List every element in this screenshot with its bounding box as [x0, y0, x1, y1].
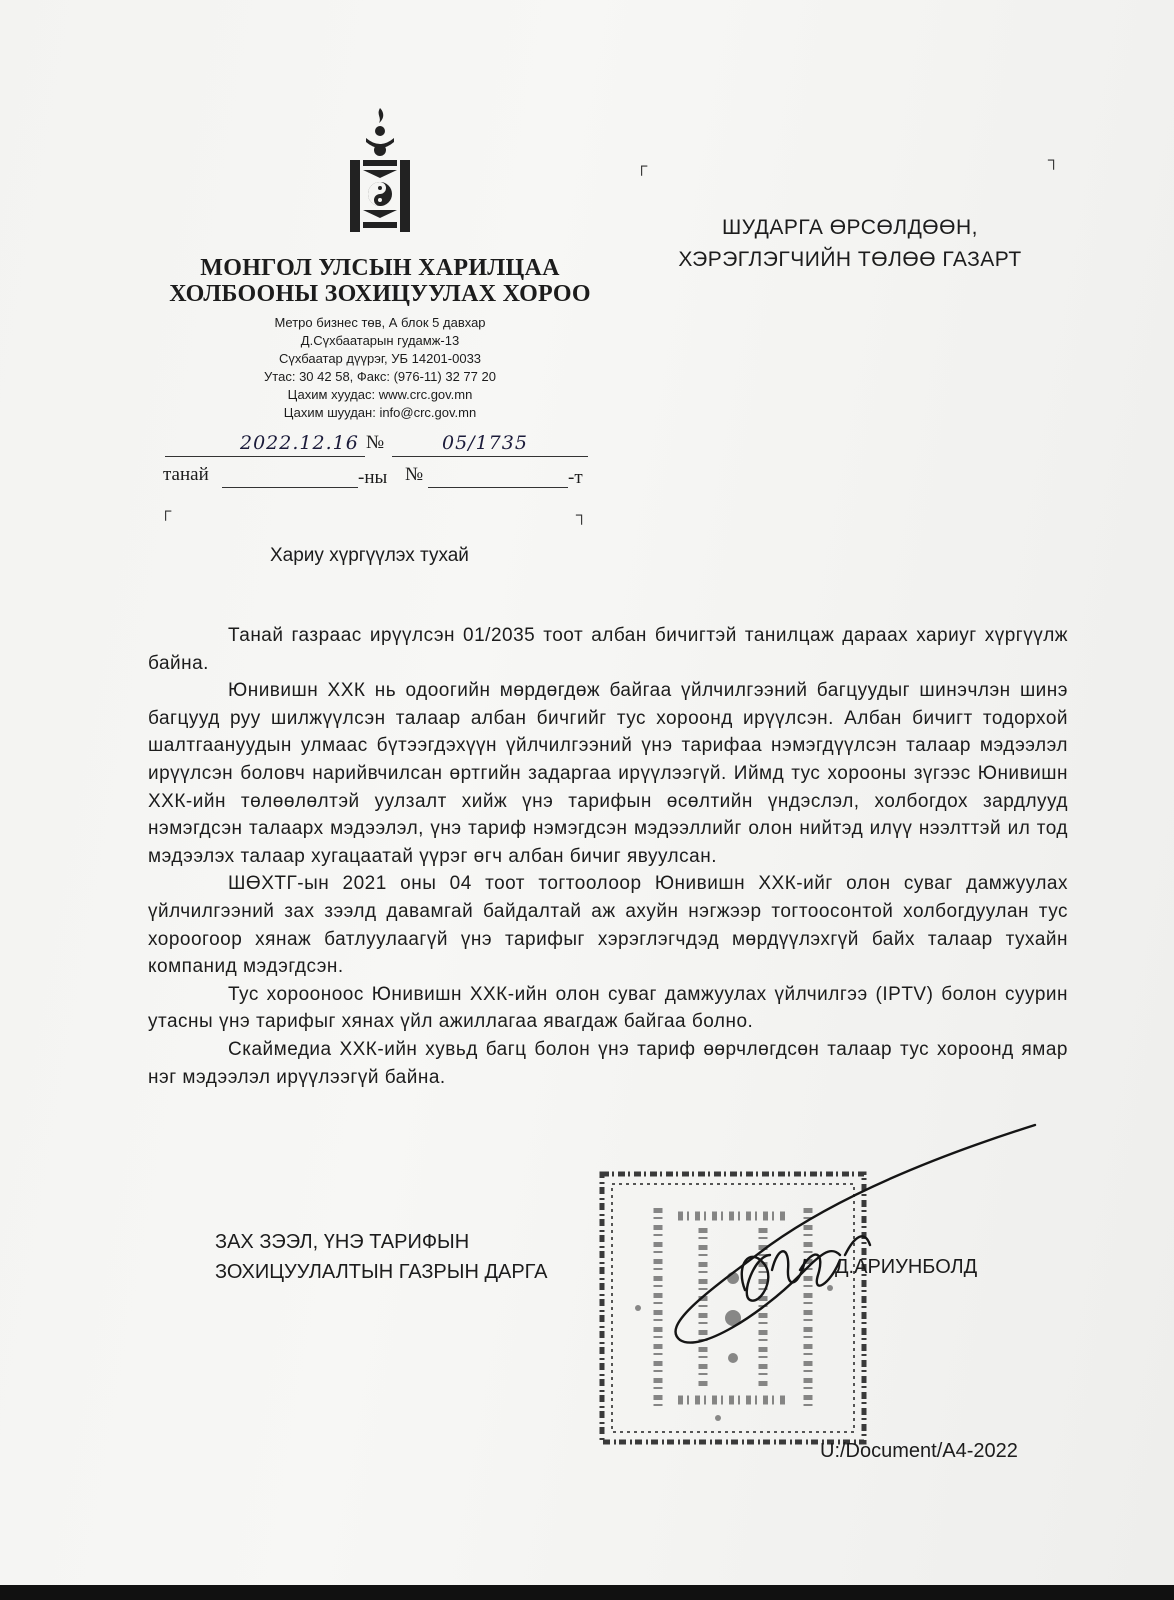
number-sign: № — [366, 432, 385, 453]
tanai-date-underline — [222, 487, 358, 488]
address-line: Цахим шуудан: info@crc.gov.mn — [283, 405, 477, 420]
body-paragraph: Тус хорооноос Юнивишн ХХК-ийн олон суваг дамжуулах үйлчилгээ (IPTV) болон суурин утасны үнэ тарифыг хянах үйл ажиллагаа явагдаж байгаа болно. — [148, 983, 1068, 1033]
number-underline — [392, 456, 588, 457]
handwritten-signature-icon — [640, 1095, 1040, 1355]
tanai-label: танай — [163, 464, 209, 485]
letter-body — [148, 622, 1068, 1091]
body-paragraph: Танай газраас ирүүлсэн 01/2035 тоот албан бичигтэй танилцаж дараах хариуг хүргүүлж байна. — [148, 625, 1068, 674]
address-line: Цахим хуудас: www.crc.gov.mn — [287, 387, 473, 402]
letter-number: 05/1735 — [442, 432, 528, 454]
signatory-title — [215, 1227, 548, 1287]
address-line: Метро бизнес төв, А блок 5 давхар — [274, 315, 486, 330]
page-bottom-edge — [0, 1585, 1174, 1600]
body-paragraph: Скаймедиа ХХК-ийн хувьд багц болон үнэ тариф өөрчлөгдсөн талаар тус хороонд ямар нэг мэдээлэл ирүүлээгүй байна. — [148, 1038, 1068, 1088]
corner-mark-icon: ┌ — [160, 503, 172, 520]
body-paragraph: Юнивишн ХХК нь одоогийн мөрдөгдөж байгаа үйлчилгээний багцуудыг шинэчлэн шинэ багцууд руу шилжүүлсэн талаар албан бичгийг тус хороонд ирүүлсэн. Албан бичигт тодорхой шалтгаануудын улмаас бүтээгдэхүүн үйлчилгээний үнэ тарифаа нэмэгдүүлсэн талаар мэдээлэл ирүүлсэн боловч нарийвчилсан өртгийн задаргаа ирүүлээгүй. Иймд тус хорооны зүгээс Юнивишн ХХК-ийн төлөөлөлтэй уулзалт хийж үнэ тарифын өсөлтийн үндэслэл, холбогдох зардлууд нэмэгдсэн талаарх мэдээлэл, үнэ тариф нэмэгдсэн мэдээллийг олон нийтэд илүү нээлттэй ил тод мэдээлэх талаар хугацаатай үүрэг өгч албан бичиг явуулсан. — [148, 680, 1068, 867]
recipient-line2: ХЭРЭГЛЭГЧИЙН ТӨЛӨӨ ГАЗАРТ — [678, 248, 1022, 271]
signatory-name: Д.АРИУНБОЛД — [835, 1256, 978, 1278]
t-label: -т — [568, 467, 583, 488]
address-line: Сүхбаатар дүүрэг, УБ 14201-0033 — [278, 351, 482, 366]
corner-mark-icon: ┐ — [576, 507, 588, 524]
tanai-number-underline — [428, 487, 568, 488]
org-name-line1: МОНГОЛ УЛСЫН ХАРИЛЦАА — [200, 255, 560, 281]
corner-mark-icon: ┌ — [636, 158, 648, 175]
org-name-line2: ХОЛБООНЫ ЗОХИЦУУЛАХ ХОРОО — [169, 281, 591, 307]
ny-label: -ны — [358, 467, 388, 488]
organization-address — [200, 314, 560, 422]
soyombo-emblem-icon — [348, 106, 412, 234]
date-underline — [165, 456, 365, 457]
address-line: Утас: 30 42 58, Факс: (976-11) 32 77 20 — [264, 369, 496, 384]
signatory-title-line2: ЗОХИЦУУЛАЛТЫН ГАЗРЫН ДАРГА — [215, 1261, 548, 1283]
body-paragraph: ШӨХТГ-ын 2021 оны 04 тоот тогтоолоор Юнивишн ХХК-ийг олон суваг дамжуулах үйлчилгээний зах зээлд давамгай байдалтай аж ахуйн нэгжээр тогтоосонтой холбогдуулан тус хороогоор хянаж батлуулаагүй үнэ тарифыг хэрэглэгчдэд мөрдүүлэхгүй байх талаар тухайн компанид мэдэгдсэн. — [148, 873, 1068, 978]
signatory-title-line1: ЗАХ ЗЭЭЛ, ҮНЭ ТАРИФЫН — [215, 1231, 470, 1253]
letter-date: 2022.12.16 — [240, 432, 359, 454]
document-reference: U:/Document/A4-2022 — [820, 1440, 1018, 1462]
organization-name — [150, 255, 610, 307]
number-sign: № — [405, 464, 424, 485]
letter-subject: Хариу хүргүүлэх тухай — [270, 545, 469, 566]
recipient-block — [630, 212, 1070, 276]
recipient-line1: ШУДАРГА ӨРСӨЛДӨӨН, — [722, 216, 978, 239]
corner-mark-icon: ┐ — [1048, 152, 1060, 169]
address-line: Д.Сүхбаатарын гудамж-13 — [300, 333, 460, 348]
